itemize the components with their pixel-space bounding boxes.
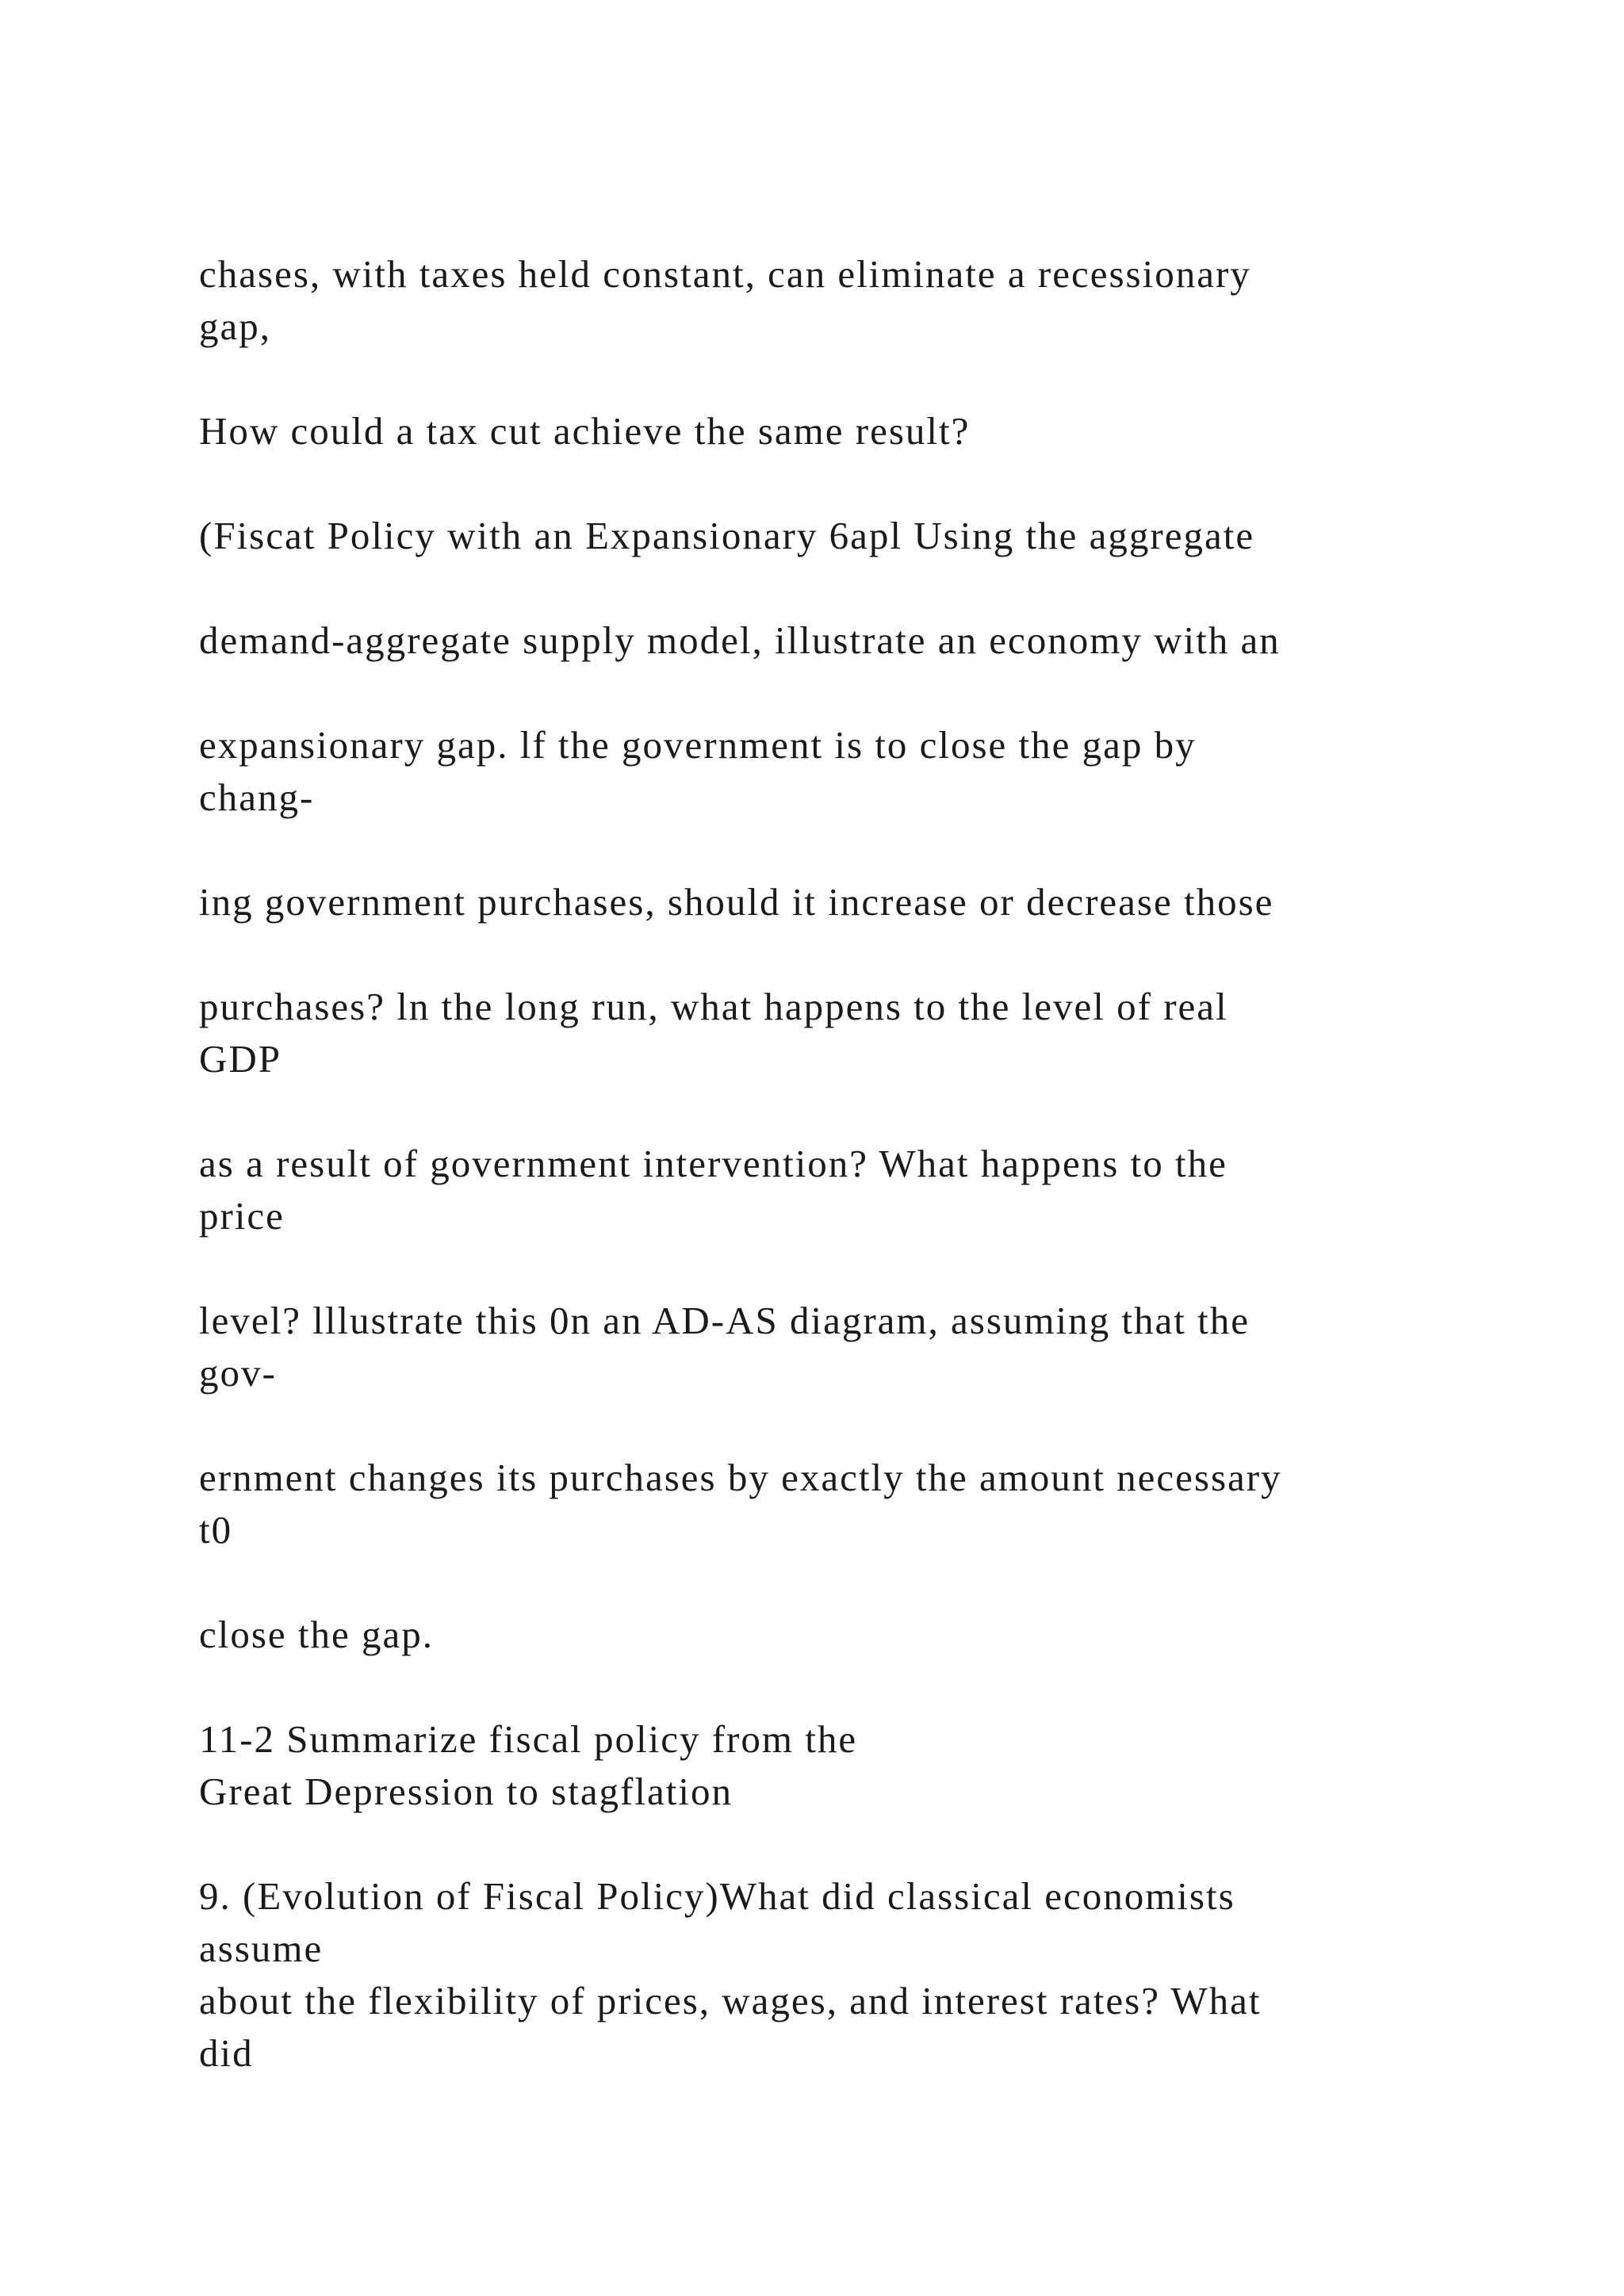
section-heading: Great Depression to stagflation	[199, 1770, 733, 1813]
text-line: ernment changes its purchases by exactly the amount necessary	[199, 1456, 1282, 1499]
text-line: level? lllustrate this 0n an AD-AS diagram, assuming that the	[199, 1299, 1250, 1342]
text-line: How could a tax cut achieve the same result?	[199, 409, 971, 453]
text-line: chang-	[199, 775, 315, 819]
text-line: demand-aggregate supply model, illustrate an economy with an	[199, 618, 1281, 662]
text-line: chases, with taxes held constant, can eliminate a recessionary	[199, 252, 1251, 296]
question-line: 9. (Evolution of Fiscal Policy)What did classical economists	[199, 1874, 1235, 1918]
text-line: ing government purchases, should it increase or decrease those	[199, 880, 1274, 924]
text-line: expansionary gap. lf the government is to close the gap by	[199, 723, 1197, 767]
section-heading: 11-2 Summarize fiscal policy from the	[199, 1717, 858, 1761]
text-line: close the gap.	[199, 1613, 435, 1656]
text-line: did	[199, 2031, 254, 2075]
text-line: about the flexibility of prices, wages, and interest rates? What	[199, 1979, 1262, 2022]
text-line: t0	[199, 1508, 233, 1552]
text-line: GDP	[199, 1037, 282, 1081]
text-line: (Fiscat Policy with an Expansionary 6apl Using the aggregate	[199, 514, 1255, 557]
text-line: purchases? ln the long run, what happens to the level of real	[199, 985, 1228, 1028]
text-line: assume	[199, 1927, 324, 1970]
text-line: gap,	[199, 304, 271, 348]
text-line: as a result of government intervention? What happens to the	[199, 1142, 1228, 1185]
text-line: gov-	[199, 1351, 277, 1395]
text-line: price	[199, 1194, 285, 1238]
